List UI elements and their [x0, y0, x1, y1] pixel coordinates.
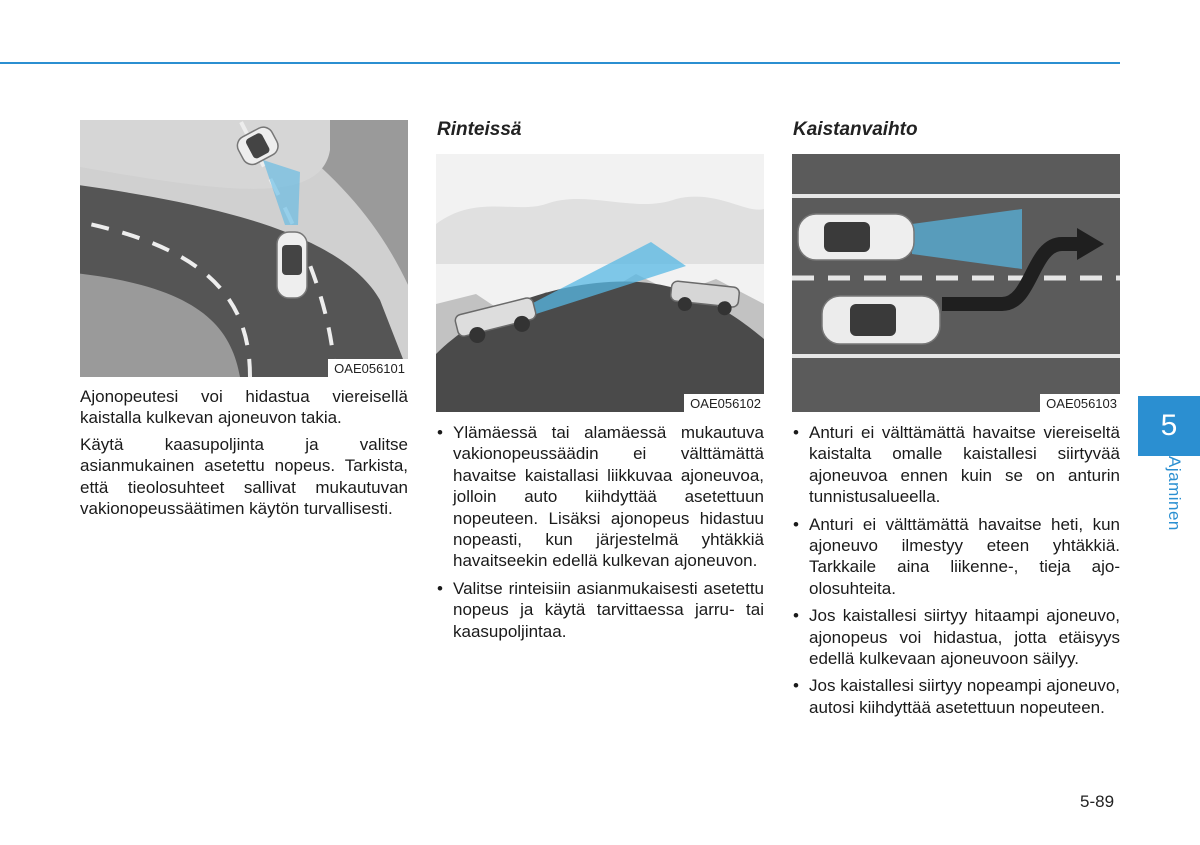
- slope-illustration: [436, 154, 764, 412]
- section-heading-lane-change: Kaistanvaihto: [793, 119, 918, 140]
- figure-slope: [436, 154, 764, 412]
- lane-change-illustration: [792, 154, 1120, 412]
- figure-code: OAE056103: [1040, 394, 1120, 412]
- chapter-tab: 5: [1138, 396, 1200, 456]
- section-heading-slopes: Rinteissä: [437, 119, 522, 140]
- curved-road-illustration: [80, 120, 408, 377]
- paragraph-2: Käytä kaasupoljinta ja valitse asianmukainen asetettu nopeus. Tarkista, että tieolosuhteet sallivat mukautuvan vakionopeussäätimen käytön turvallisesti.: [80, 435, 408, 519]
- figure-code: OAE056102: [684, 394, 764, 412]
- bullet-list-slopes: [436, 422, 764, 648]
- list-item: • Anturi ei välttämättä havaitse heti, kun ajoneuvo ilmestyy eteen yhtäkkiä. Tarkkaile aina liikenne-, tieja ajo-olosuhteita.: [792, 514, 1120, 600]
- figure-curved-road: [80, 120, 408, 377]
- list-item: • Anturi ei välttämättä havaitse viereiseltä kaistalta omalle kaistallesi siirtyvää ajoneuvoa ennen kuin se on anturin tunnistusalueella.: [792, 422, 1120, 508]
- page-number: 5-89: [1080, 792, 1115, 811]
- list-item: • Jos kaistallesi siirtyy nopeampi ajoneuvo, autosi kiihdyttää asetettuun nopeuteen.: [792, 675, 1120, 718]
- paragraph-1: Ajonopeutesi voi hidastua viereisellä kaistalla kulkevan ajoneuvon takia.: [80, 387, 408, 428]
- list-item: • Ylämäessä tai alamäessä mukautuva vakionopeussäädin ei välttämättä havaitse kaistallasi liikkuvaa ajoneuvoa, jolloin auto kiihdyttää asetettuun nopeuteen. Lisäksi ajonopeus hidastuu nopeasti, kun järjestelmä yhtäkkiä havaitseekin edellä kulkevan ajoneuvon.: [436, 422, 764, 572]
- figure-lane-change: [792, 154, 1120, 412]
- list-item: • Jos kaistallesi siirtyy hitaampi ajoneuvo, ajonopeus voi hidastua, jotta etäisyys edellä kulkevaan ajoneuvoon säilyy.: [792, 605, 1120, 669]
- header-rule: [0, 62, 1120, 64]
- list-item: • Valitse rinteisiin asianmukaisesti asetettu nopeus ja käytä tarvittaessa jarru- tai kaasupoljintaa.: [436, 578, 764, 642]
- chapter-title: Ajaminen: [1165, 456, 1184, 531]
- figure-code: OAE056101: [328, 359, 408, 377]
- bullet-list-lane-change: [792, 422, 1120, 724]
